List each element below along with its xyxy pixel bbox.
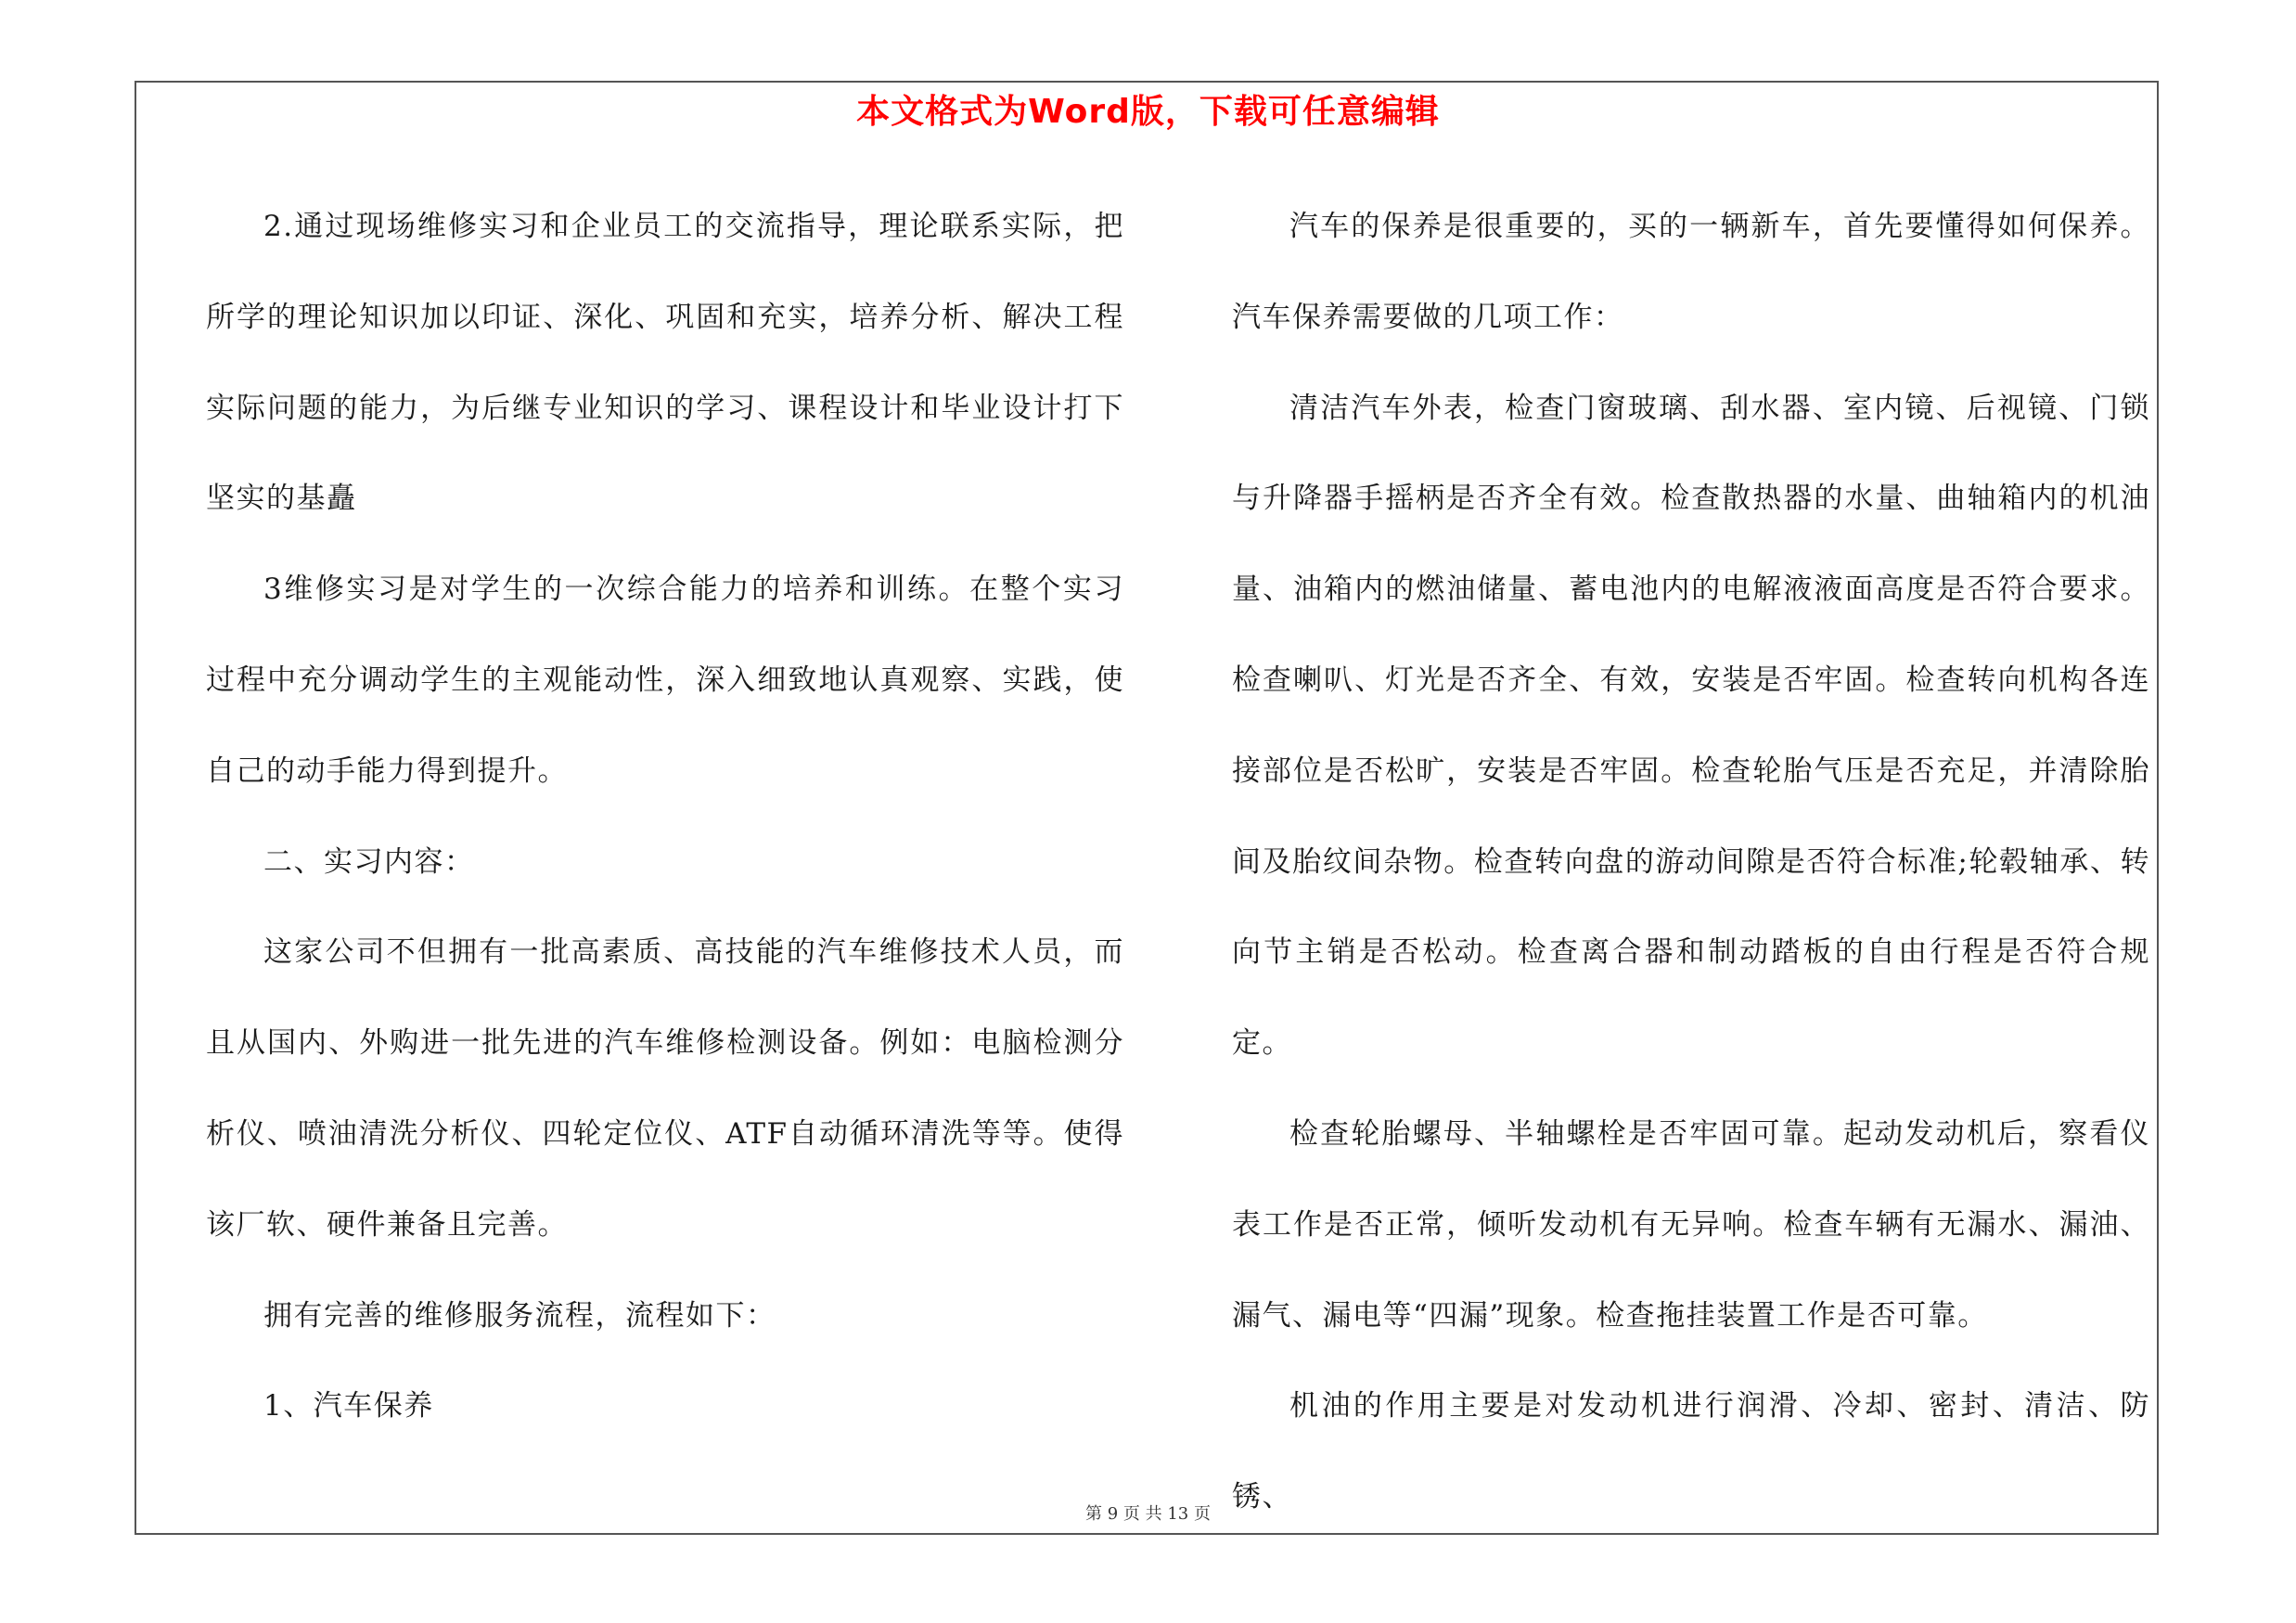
right-column — [1232, 182, 2150, 1543]
left-column — [206, 182, 1124, 1452]
paragraph: 机油的作用主要是对发动机进行润滑、冷却、密封、清洁、防锈、 — [1232, 1389, 2150, 1514]
format-banner: 本文格式为Word版，下载可任意编辑 — [856, 93, 1440, 131]
paragraph: 2.通过现场维修实习和企业员工的交流指导，理论联系实际，把所学的理论知识加以印证、深化、巩固和充实，培养分析、解决工程实际问题的能力，为后继专业知识的学习、课程设计和毕业设计打下坚实的基矗 — [206, 210, 1124, 516]
paragraph: 汽车的保养是很重要的，买的一辆新车，首先要懂得如何保养。汽车保养需要做的几项工作： — [1232, 210, 2150, 334]
page-number-footer: 第 9 页 共 13 页 — [1085, 1504, 1211, 1524]
paragraph: 清洁汽车外表，检查门窗玻璃、刮水器、室内镜、后视镜、门锁与升降器手摇柄是否齐全有效。检查散热器的水量、曲轴箱内的机油量、油箱内的燃油储量、蓄电池内的电解液液面高度是否符合要求。检查喇叭、灯光是否齐全、有效，安装是否牢固。检查转向机构各连接部位是否松旷，安装是否牢固。检查轮胎气压是否充足，并清除胎间及胎纹间杂物。检查转向盘的游动间隙是否符合标准;轮毂轴承、转向节主销是否松动。检查离合器和制动踏板的自由行程是否符合规定。 — [1232, 391, 2150, 1061]
paragraph: 拥有完善的维修服务流程，流程如下： — [263, 1298, 776, 1333]
section-heading: 二、实习内容： — [263, 844, 475, 879]
paragraph: 检查轮胎螺母、半轴螺栓是否牢固可靠。起动发动机后，察看仪表工作是否正常，倾听发动机有无异响。检查车辆有无漏水、漏油、漏气、漏电等“四漏”现象。检查拖挂装置工作是否可靠。 — [1232, 1116, 2150, 1333]
paragraph: 3维修实习是对学生的一次综合能力的培养和训练。在整个实习过程中充分调动学生的主观能动性，深入细致地认真观察、实践，使自己的动手能力得到提升。 — [206, 573, 1124, 788]
subsection-heading: 1、汽车保养 — [263, 1389, 434, 1423]
paragraph: 这家公司不但拥有一批高素质、高技能的汽车维修技术人员，而且从国内、外购进一批先进的汽车维修检测设备。例如：电脑检测分析仪、喷油清洗分析仪、四轮定位仪、ATF自动循环清洗等等。使得该厂软、硬件兼备且完善。 — [206, 935, 1124, 1242]
